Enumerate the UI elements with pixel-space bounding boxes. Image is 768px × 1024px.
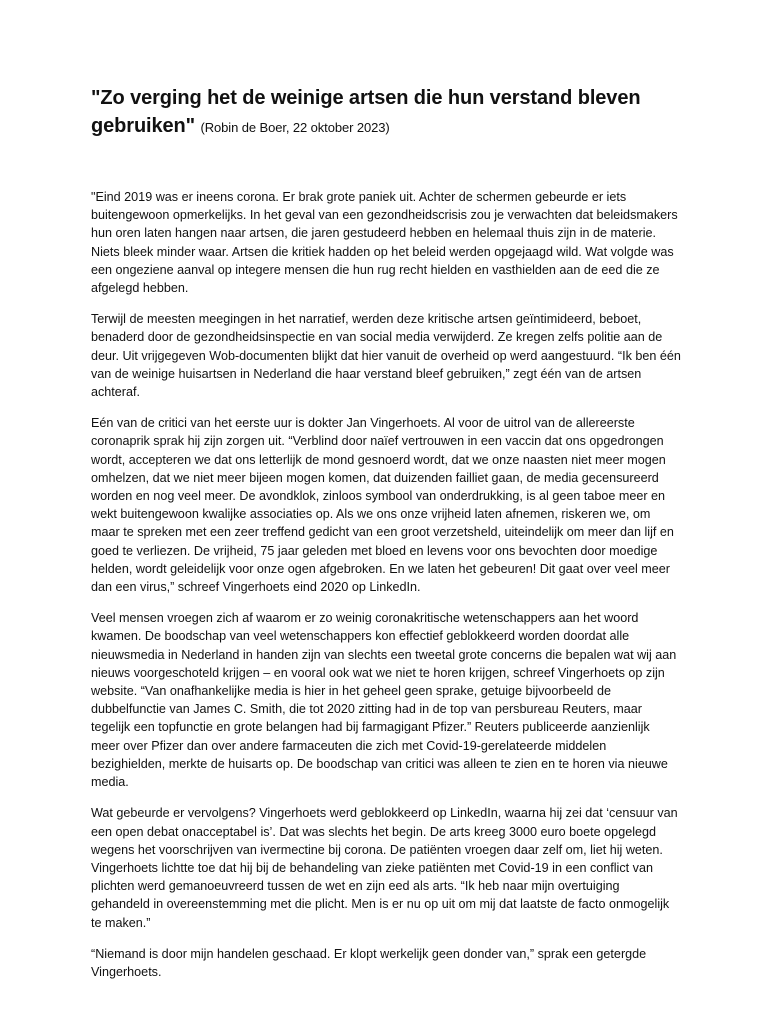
paragraph-1: "Eind 2019 was er ineens corona. Er brak grote paniek uit. Achter de schermen gebeurde er iets buitengewoon opmerkelijks. In het geval van een gezondheidscrisis zou je verwachten dat beleidsmakers hun oren laten hangen naar artsen, die jaren gestudeerd hebben en helemaal thuis zijn in de materie. Niets bleek minder waar. Artsen die kritiek hadden op het beleid werden opgejaagd wild. Wat volgde was een ongeziene aanval op integere mensen die hun rug recht hielden en vasthielden aan de eed die ze afgelegd hebben. [91, 190, 678, 296]
paragraph-6: “Niemand is door mijn handelen geschaad. Er klopt werkelijk geen donder van,” sprak een getergde Vingerhoets. [91, 946, 647, 979]
document-page [91, 84, 681, 994]
paragraph-4: Veel mensen vroegen zich af waarom er zo weinig coronakritische wetenschappers aan het woord kwamen. De boodschap van veel wetenschappers kon effectief geblokkeerd worden doordat alle nieuwsmedia in Nederland in handen zijn van slechts een tweetal grote concerns die bepalen wat wij aan nieuws voorgeschoteld krijgen – en vooral ook wat we niet te horen krijgen, schreef Vingerhoets op zijn website. “Van onafhankelijke media is hier in het geheel geen sprake, getuige bijvoorbeeld de dubbelfunctie van James C. Smith, die tot 2020 zitting had in de top van persbureau Reuters, maar tegelijk een topfunctie en grote belangen had bij farmagigant Pfizer.” Reuters publiceerde aanzienlijk meer over Pfizer dan over andere farmaceuten die zich met Covid-19-gerelateerde middelen bezighielden, merkte de huisarts op. De boodschap van critici was alleen te zien en te horen via nieuwe media. [91, 611, 677, 790]
article-title [91, 84, 681, 142]
article-body [91, 188, 681, 981]
paragraph-2: Terwijl de meesten meegingen in het narratief, werden deze kritische artsen geïntimideerd, beboet, benaderd door de gezondheidsinspectie en van social media verwijderd. Ze kregen zelfs politie aan de deur. Uit vrijgegeven Wob-documenten blijkt dat hier vanuit de overheid op werd aangestuurd. “Ik ben één van de weinige huisartsen in Nederland die haar verstand bleef gebruiken,” zegt één van de artsen achteraf. [91, 312, 681, 400]
paragraph-3: Eén van de critici van het eerste uur is dokter Jan Vingerhoets. Al voor de uitrol van de allereerste coronaprik sprak hij zijn zorgen uit. “Verblind door naïef vertrouwen in een vaccin dat ons opgedrongen wordt, accepteren we dat ons letterlijk de mond gesnoerd wordt, dat we onze naasten niet meer mogen omhelzen, dat we niet meer bijeen mogen komen, dat duizenden failliet gaan, de media gecensureerd worden en nog veel meer. De avondklok, zinloos symbool van onderdrukking, is al geen taboe meer en wekt buitengewoon kwalijke associaties op. Als we ons onze vrijheid laten afnemen, riskeren we, om maar te spreken met een zeer treffend gedicht van een groot verzetsheld, uiteindelijk om meer dan lijf en goed te verliezen. De vrijheid, 75 jaar geleden met bloed en levens voor ons bevochten door moedige helden, wordt geleidelijk voor onze ogen afgebroken. En we laten het gebeuren! Dit gaat over veel meer dan een virus,” schreef Vingerhoets eind 2020 op LinkedIn. [91, 416, 674, 595]
article-byline: (Robin de Boer, 22 oktober 2023) [200, 120, 390, 135]
paragraph-5: Wat gebeurde er vervolgens? Vingerhoets werd geblokkeerd op LinkedIn, waarna hij zei dat ‘censuur van een open debat onacceptabel is’. Dat was slechts het begin. De arts kreeg 3000 euro boete opgelegd wegens het voorschrijven van ivermectine bij corona. De patiënten vroegen daar zelf om, liet hij weten. Vingerhoets lichtte toe dat hij bij de behandeling van zieke patiënten met Covid-19 in een conflict van plichten werd gemanoeuvreerd tussen de wet en zijn eed als arts. “Ik heb naar mijn overtuiging gehandeld in overeenstemming met die plicht. Men is er nu op uit om mij dat laatste de facto onmogelijk te maken.” [91, 806, 678, 930]
article-title-text: "Zo verging het de weinige artsen die hun verstand bleven gebruiken" [91, 87, 641, 137]
